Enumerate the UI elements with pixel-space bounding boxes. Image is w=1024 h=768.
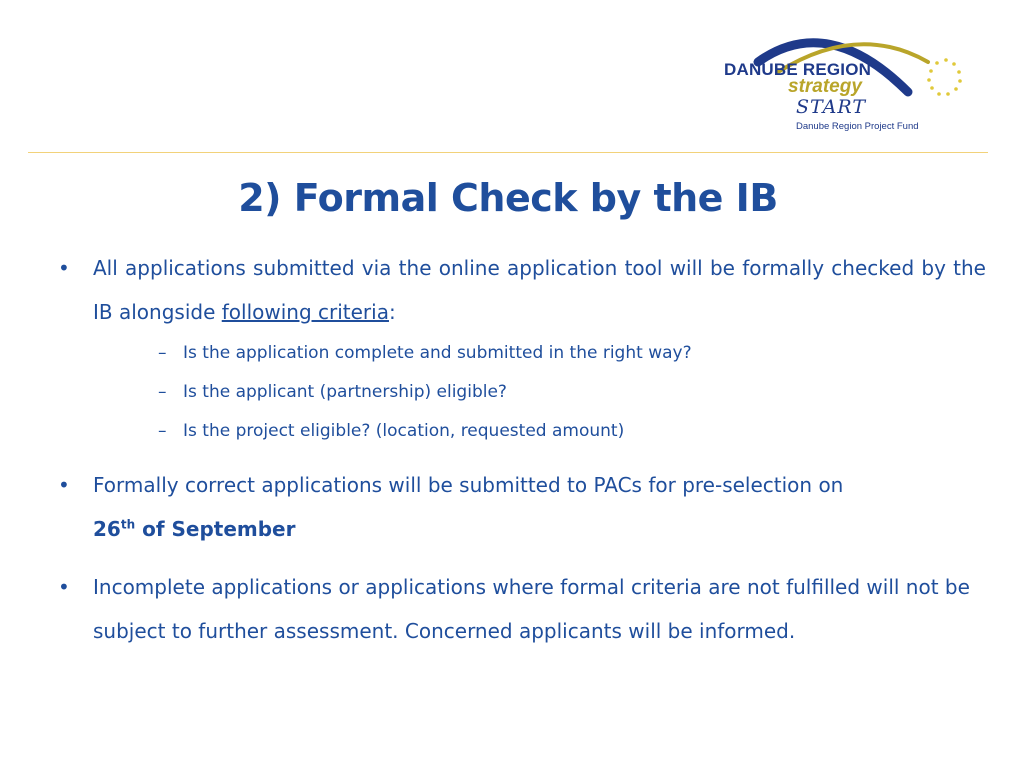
slide-content [58,246,986,653]
bullet-dot-icon: • [58,256,70,280]
danube-region-logo [718,22,968,142]
bullet-dot-icon: • [58,575,70,599]
sub-item-3 [58,412,986,451]
dash-icon: – [158,343,167,363]
bullet-2-text: Formally correct applications will be submitted to PACs for pre-selection on [93,473,844,497]
sub-item-2-text: Is the applicant (partnership) eligible? [183,382,507,402]
logo-strategy-text: strategy [788,76,862,97]
header-divider [28,152,988,153]
slide-title: 2) Formal Check by the IB [238,176,778,220]
sub-item-1-text: Is the application complete and submitted in the right way? [183,343,692,363]
pac-date [93,517,296,541]
pac-date-month: of September [135,517,296,541]
sub-item-3-text: Is the project eligible? (location, requested amount) [183,421,625,441]
bullet-item-2 [58,463,986,551]
sub-item-2 [58,373,986,412]
bullet-item-1 [58,246,986,334]
dash-icon: – [158,421,167,441]
logo-fund-text: Danube Region Project Fund [796,121,919,132]
logo-start-text: START [796,96,867,118]
bullet-item-3 [58,565,986,653]
bullet-3-text: Incomplete applications or applications where formal criteria are not fulfilled will not be subject to further assessment. Concerned applicants will be informed. [93,575,970,643]
bullet-1-colon: : [388,300,396,324]
bullet-1-text: All applications submitted via the online application tool will be formally checked by the IB alongside [93,256,986,324]
bullet-dot-icon: • [58,473,70,497]
sub-item-1 [58,334,986,373]
pac-date-day: 26 [93,517,121,541]
logo-danube-region-text: DANUBE REGION [724,60,872,79]
dash-icon: – [158,382,167,402]
pac-date-suffix: th [120,517,136,532]
following-criteria-link: following criteria [221,300,389,324]
